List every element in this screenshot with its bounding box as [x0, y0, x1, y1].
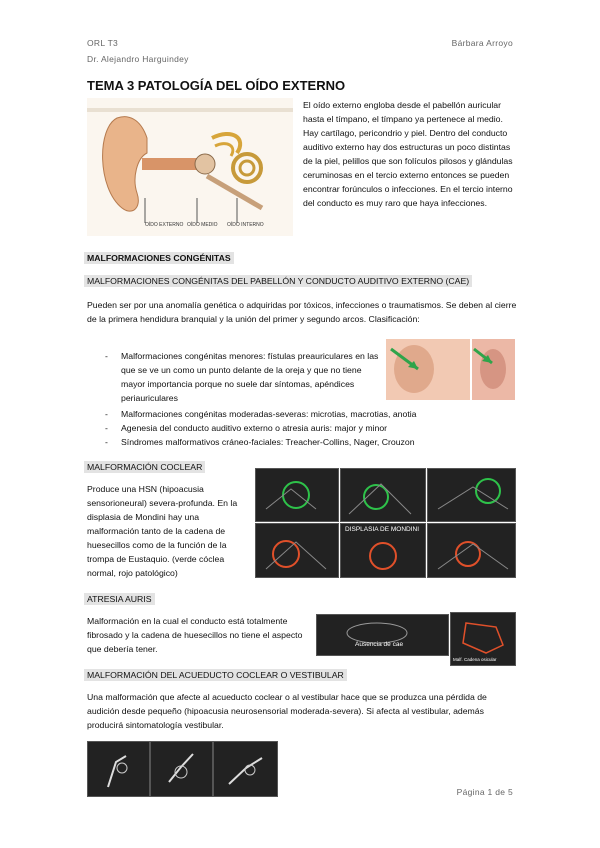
list-item-text: Síndromes malformativos cráneo-faciales: Treacher-Collins, Nager, Crouzon — [121, 437, 415, 447]
header-author: Bárbara Arroyo — [451, 38, 513, 48]
list-item: - Malformaciones congénitas moderadas-severas: microtias, macrotias, anotia — [105, 409, 417, 419]
label-oido-interno: OÍDO INTERNO — [227, 222, 264, 228]
page-number: Página 1 de 5 — [456, 787, 513, 797]
section-coclear: MALFORMACIÓN COCLEAR — [84, 461, 205, 473]
list-item-text: Malformaciones congénitas menores: fístulas preauriculares en las que se ve un como un punto delante de la oreja y que no tiene mayor importancia porque no suele dar síntomas, apéndices periauriculares — [121, 351, 379, 403]
list-item: - Agenesia del conducto auditivo externo o atresia auris: major y minor — [105, 423, 388, 433]
preauricular-fistula-photos — [386, 339, 515, 400]
mondini-ct-images — [255, 468, 514, 576]
list-item: - Malformaciones congénitas menores: fístulas preauriculares en las que se ve un como un punto delante de la oreja y que no tiene mayor importancia porque no suele dar síntomas, apéndices periauriculares — [105, 351, 379, 403]
coclear-paragraph: Produce una HSN (hipoacusia sensorioneural) severa-profunda. En la displasia de Mondini hay una malformación tanto de la cadena de huesecillos como de la función de la trompa de Eustaquio. (verde cóclea normal, rojo patológico) — [87, 484, 238, 578]
label-oido-externo: OÍDO EXTERNO — [145, 222, 184, 228]
intro-paragraph: El oído externo engloba desde el pabellón auricular hasta el tímpano, el tímpano ya pertenece al medio. Hay cartílago, pericondrio y piel. Dentro del conducto auditivo externo hay dos estructuras un poco distintas de la piel, pelillos que son folículos pilosos y glándulas ceruminosas en el tercio externo entonces se pueden encontrar forúnculos o infecciones. En el tercio interno del conducto es muy raro que haya infecciones. — [303, 100, 513, 208]
header-professor: Dr. Alejandro Harguindey — [87, 54, 189, 64]
mondini-label: DISPLASIA DE MONDINI — [345, 526, 420, 533]
list-item-text: Agenesia del conducto auditivo externo o atresia auris: major y minor — [121, 423, 388, 433]
list-item: - Síndromes malformativos cráneo-faciales: Treacher-Collins, Nager, Crouzon — [105, 437, 415, 447]
ossicular-chain-ct-image — [450, 612, 516, 666]
acueducto-paragraph: Una malformación que afecte al acueducto coclear o al vestibular hace que se produzca una pérdida de audición desde pequeño (hipoacusia neurosensorial moderada-severa). Si afecta al vestibular, además producirá sintomatología vestibular. — [87, 692, 487, 730]
header-course: ORL T3 — [87, 38, 119, 48]
section-pabellon: MALFORMACIONES CONGÉNITAS DEL PABELLÓN Y CONDUCTO AUDITIVO EXTERNO (CAE) — [84, 275, 472, 287]
acueducto-ct-images — [87, 741, 276, 795]
list-item-text: Malformaciones congénitas moderadas-severas: microtias, macrotias, anotia — [121, 409, 417, 419]
ossicular-label: Malf. Cadena osicular — [453, 657, 497, 662]
ear-anatomy-diagram — [87, 98, 293, 236]
section-malformaciones: MALFORMACIONES CONGÉNITAS — [84, 252, 234, 264]
atresia-label: Ausencia de cae — [355, 641, 404, 648]
label-oido-medio: OÍDO MEDIO — [187, 222, 218, 228]
atresia-paragraph: Malformación en la cual el conducto está totalmente fibrosado y la cadena de huesecillos no tiene el aspecto que debería tener. — [87, 616, 303, 654]
section-acueducto: MALFORMACIÓN DEL ACUEDUCTO COCLEAR O VESTIBULAR — [84, 669, 347, 681]
pabellon-paragraph: Pueden ser por una anomalía genética o adquiridas por tóxicos, infecciones o traumatismos. Se deben al cierre de la primera hendidura branquial y la unión del primer y segundo arcos. Clasificación: — [87, 300, 517, 324]
section-atresia: ATRESIA AURIS — [84, 593, 155, 605]
page-title: TEMA 3 PATOLOGÍA DEL OÍDO EXTERNO — [87, 78, 346, 93]
atresia-ct-image — [316, 614, 449, 656]
